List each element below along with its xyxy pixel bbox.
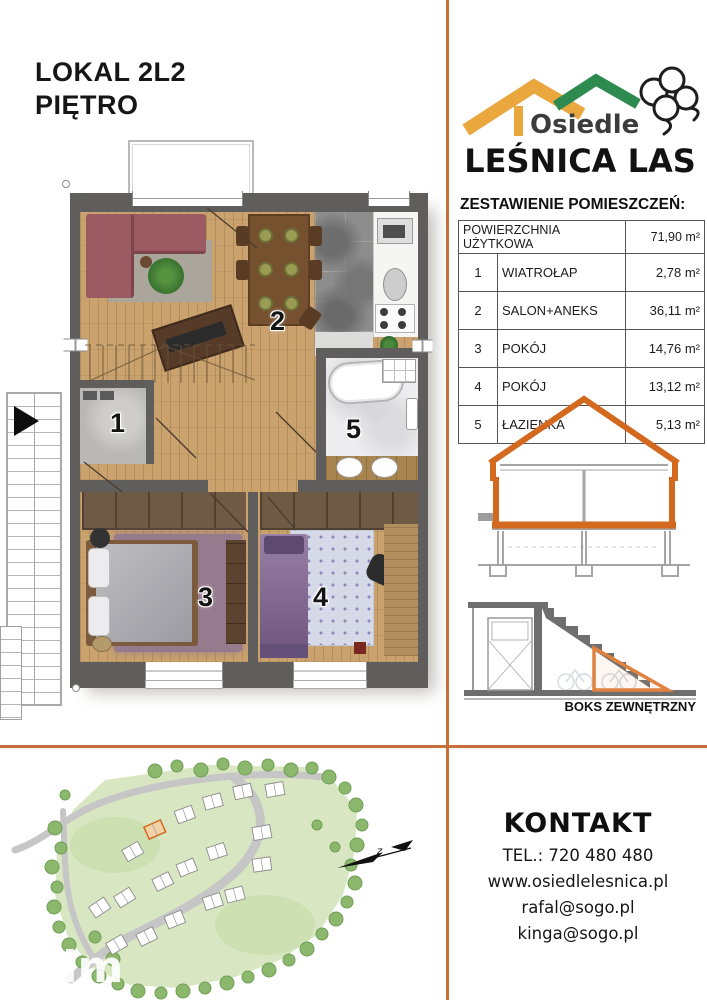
room-area: 2,78 m² bbox=[626, 254, 705, 292]
usable-area-label: POWIERZCHNIA UŻYTKOWA bbox=[459, 221, 626, 254]
room-no: 5 bbox=[459, 406, 498, 444]
room-name: SALON+ANEKS bbox=[498, 292, 626, 330]
usable-area-value: 71,90 m² bbox=[626, 221, 705, 254]
contact-phone[interactable]: TEL.: 720 480 480 bbox=[502, 846, 654, 865]
table-row bbox=[459, 330, 705, 368]
room-name: WIATROŁAP bbox=[498, 254, 626, 292]
title-line1: LOKAL 2L2 bbox=[35, 57, 187, 87]
title-line2: PIĘTRO bbox=[35, 89, 139, 120]
room-area: 14,76 m² bbox=[626, 330, 705, 368]
room-name: POKÓJ bbox=[498, 368, 626, 406]
room-no: 1 bbox=[459, 254, 498, 292]
room-label-2: 2 bbox=[270, 306, 286, 336]
contact-website[interactable]: www.osiedlelesnica.pl bbox=[487, 872, 669, 891]
room-no: 3 bbox=[459, 330, 498, 368]
house bbox=[265, 782, 285, 798]
room-area: 36,11 m² bbox=[626, 292, 705, 330]
room-label-4: 4 bbox=[313, 582, 329, 612]
svg-text:z: z bbox=[377, 846, 383, 857]
survey-marker bbox=[62, 180, 70, 188]
entry-arrow-icon bbox=[14, 406, 39, 436]
boks-label: BOKS ZEWNĘTRZNY bbox=[564, 699, 696, 714]
table-row bbox=[459, 292, 705, 330]
room-area: 13,12 m² bbox=[626, 368, 705, 406]
room-no: 4 bbox=[459, 368, 498, 406]
logo-text-osiedle: Osiedle bbox=[530, 110, 640, 140]
house bbox=[252, 825, 272, 841]
room-no: 2 bbox=[459, 292, 498, 330]
logo-text-lesnica-las: LEŚNICA LAS bbox=[464, 142, 696, 180]
external-box-diagram bbox=[462, 588, 702, 706]
room-label-1: 1 bbox=[110, 408, 126, 438]
contact-email-2[interactable]: kinga@sogo.pl bbox=[517, 924, 639, 943]
contact-heading: KONTAKT bbox=[503, 808, 653, 839]
boks-highlight-triangle bbox=[594, 648, 668, 690]
watermark: dm bbox=[46, 942, 124, 993]
room-name: ŁAZIENKA bbox=[498, 406, 626, 444]
room-label-5: 5 bbox=[346, 414, 362, 444]
entry-canopy bbox=[478, 513, 495, 521]
floor-plan bbox=[70, 140, 430, 696]
room-label-3: 3 bbox=[198, 582, 214, 612]
page-title bbox=[35, 56, 186, 122]
room-name: POKÓJ bbox=[498, 330, 626, 368]
contact-email-1[interactable]: rafal@sogo.pl bbox=[521, 898, 635, 917]
building-section-diagram bbox=[478, 385, 690, 583]
table-header-row bbox=[459, 221, 705, 254]
rooms-summary-title: ZESTAWIENIE POMIESZCZEŃ: bbox=[460, 196, 686, 213]
room-area: 5,13 m² bbox=[626, 406, 705, 444]
brand-logo bbox=[458, 50, 702, 192]
exterior-steps-lower bbox=[0, 626, 22, 720]
house bbox=[252, 857, 272, 872]
contact-block bbox=[449, 748, 707, 943]
table-row bbox=[459, 254, 705, 292]
